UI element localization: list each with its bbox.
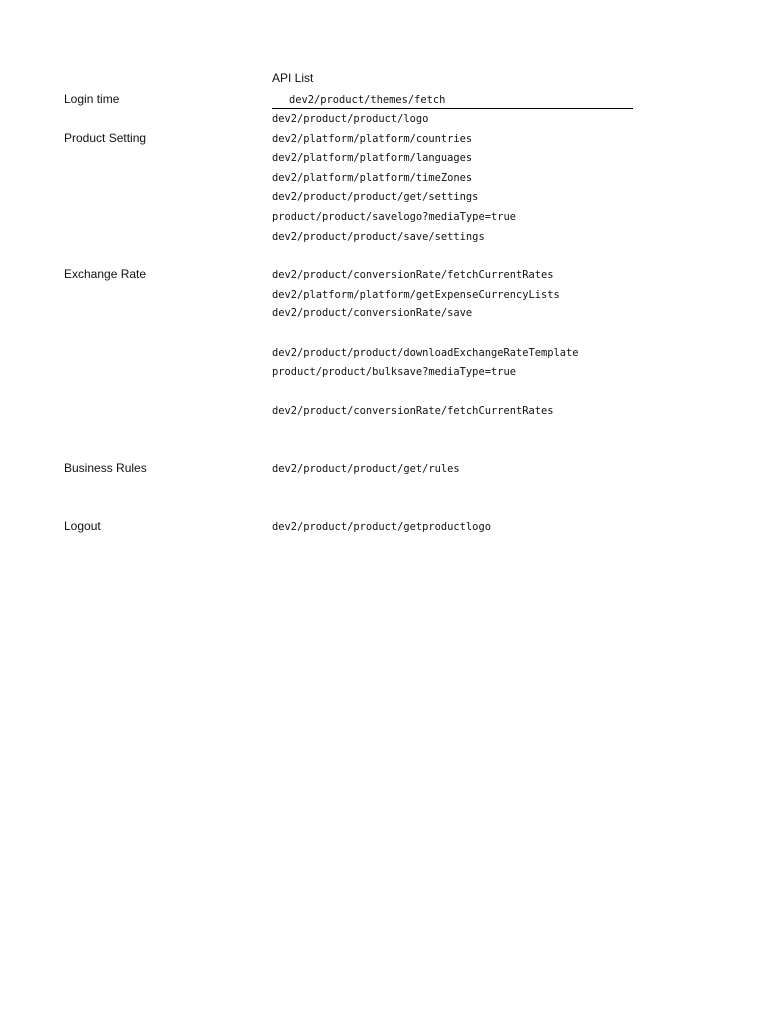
api-endpoint: dev2/product/conversionRate/save (272, 307, 473, 319)
api-endpoint: dev2/product/conversionRate/fetchCurrentRates (272, 269, 554, 281)
api-endpoint: product/product/savelogo?mediaType=true (272, 211, 516, 223)
api-list-header: API List (272, 71, 314, 85)
section-label-exchange-rate: Exchange Rate (64, 267, 147, 281)
api-endpoint: dev2/platform/platform/countries (272, 133, 473, 145)
api-endpoint: dev2/product/product/getproductlogo (272, 521, 491, 533)
header-divider (272, 108, 633, 109)
api-endpoint: dev2/product/conversionRate/fetchCurrentRates (272, 405, 554, 417)
api-endpoint: dev2/product/themes/fetch (289, 94, 446, 106)
section-label-login-time: Login time (64, 92, 120, 106)
api-endpoint: dev2/product/product/logo (272, 113, 429, 125)
api-endpoint: dev2/product/product/get/settings (272, 191, 479, 203)
api-endpoint: dev2/platform/platform/languages (272, 152, 473, 164)
section-label-business-rules: Business Rules (64, 461, 147, 475)
api-endpoint: dev2/product/product/get/rules (272, 463, 460, 475)
section-label-logout: Logout (64, 519, 101, 533)
api-endpoint: dev2/platform/platform/timeZones (272, 172, 473, 184)
api-endpoint: dev2/product/product/downloadExchangeRateTemplate (272, 347, 579, 359)
api-endpoint: dev2/product/product/save/settings (272, 231, 485, 243)
section-label-product-setting: Product Setting (64, 131, 147, 145)
api-endpoint: product/product/bulksave?mediaType=true (272, 366, 516, 378)
api-endpoint: dev2/platform/platform/getExpenseCurrencyLists (272, 289, 560, 301)
